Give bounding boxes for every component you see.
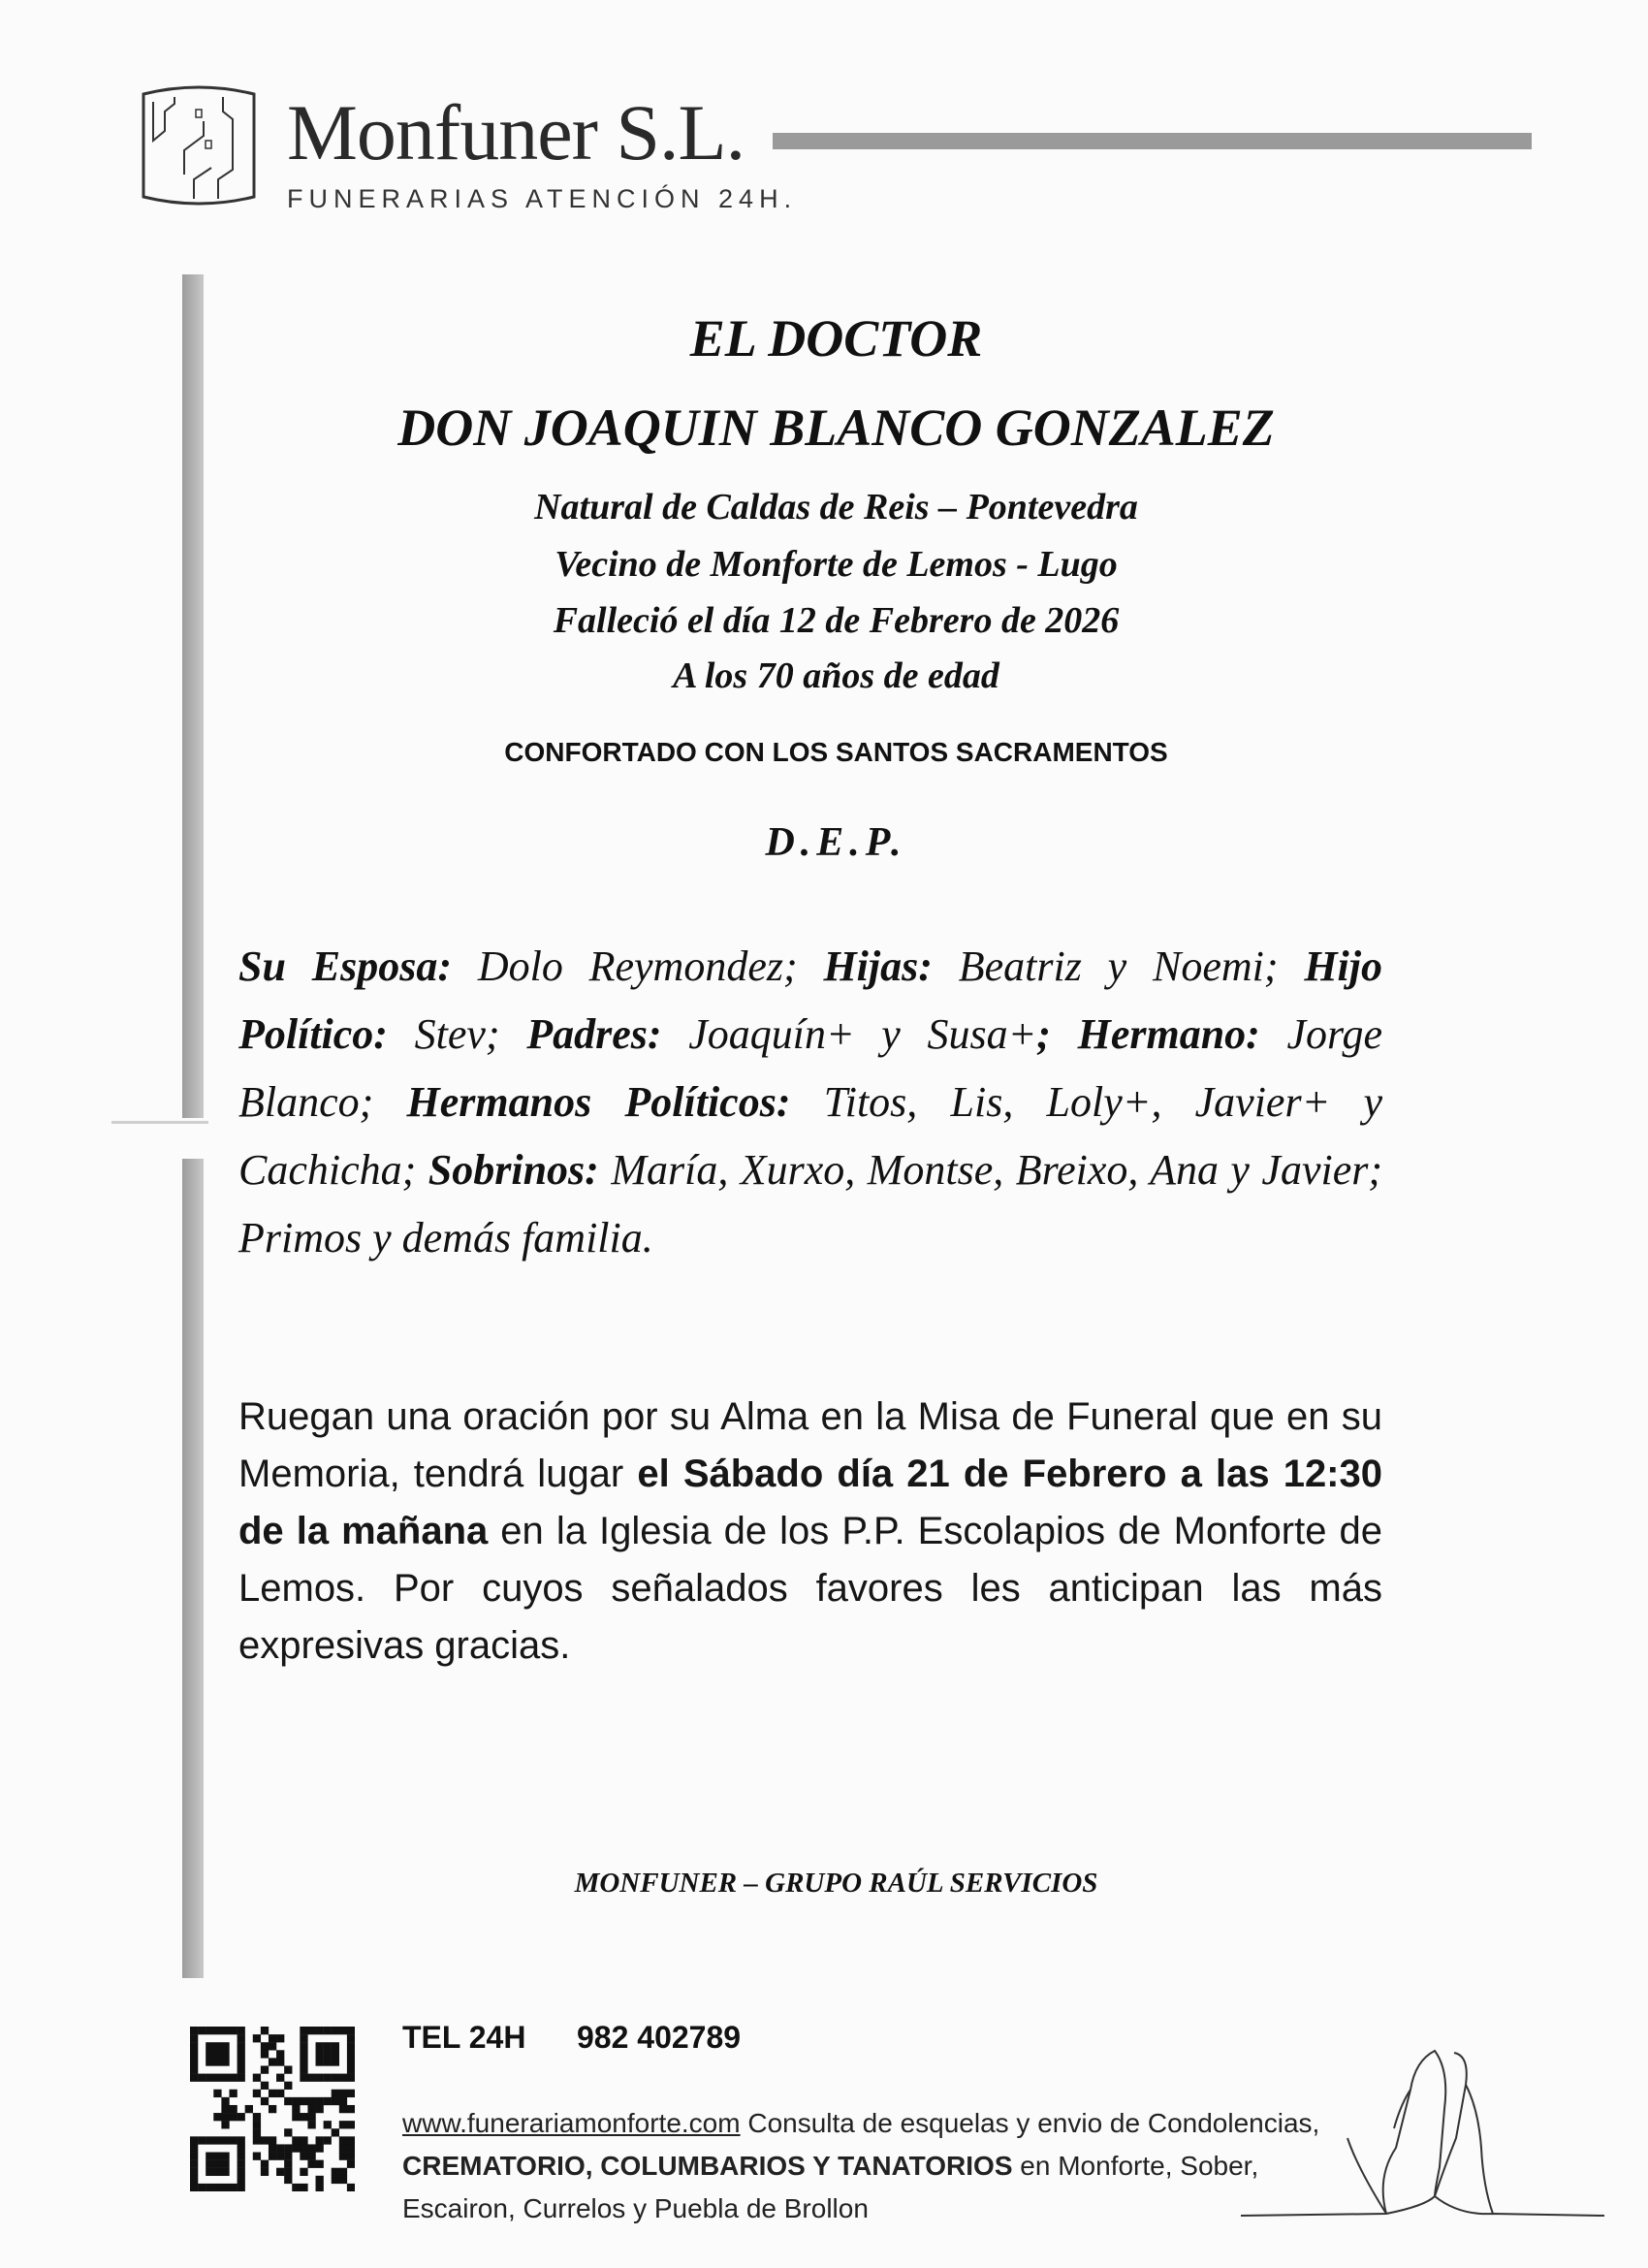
family-separator: ; [1036, 1010, 1051, 1058]
family-names: Jorge Blanco; [238, 1010, 1383, 1126]
phone-label: TEL 24H [402, 2020, 526, 2055]
age-line: A los 70 años de edad [673, 655, 999, 696]
service-intro: Ruegan una oración por su Alma en la Misa de Funeral que en su Memoria, tendrá lugar [238, 1395, 1382, 1495]
sacraments-line: CONFORTADO CON LOS SANTOS SACRAMENTOS [504, 737, 1168, 767]
residence-line: Vecino de Monforte de Lemos - Lugo [555, 544, 1118, 585]
qr-code-icon[interactable] [190, 2027, 355, 2191]
death-date-line: Falleció el día 12 de Febrero de 2026 [553, 600, 1120, 641]
brand-tagline: FUNERARIAS ATENCIÓN 24H. [287, 184, 798, 213]
header-divider-bar [773, 133, 1532, 149]
family-paragraph [238, 933, 1382, 1272]
service-date-time: el Sábado día 21 de Febrero a las 12:30 de la mañana [238, 1453, 1382, 1552]
left-margin-rule [182, 1159, 204, 1978]
family-label: Hermano: [1077, 1010, 1260, 1058]
family-names: Stev; [414, 1010, 500, 1058]
family-names: Dolo Reymondez; [477, 942, 798, 990]
family-names: María, Xurxo, Montse, Breixo, Ana y Javier; Primos y demás familia. [238, 1146, 1382, 1262]
footer-locations: en Monforte, Sober, Escairon, Currelos y Puebla de Brollon [402, 2151, 1259, 2223]
praying-hands-icon [1241, 2031, 1604, 2225]
footer-consult-text: Consulta de esquelas y envio de Condolencias, [740, 2108, 1320, 2138]
company-signature: MONFUNER – GRUPO RAÚL SERVICIOS [574, 1868, 1098, 1899]
phone-number[interactable]: 982 402789 [577, 2020, 742, 2055]
monfuner-logo-icon [136, 82, 262, 213]
family-label: Su Esposa: [238, 942, 452, 990]
family-label: Hijas: [823, 942, 933, 990]
birthplace-line: Natural de Caldas de Reis – Pontevedra [534, 487, 1138, 527]
honorific-title: EL DOCTOR [689, 309, 983, 367]
service-paragraph [238, 1389, 1382, 1675]
fold-mark [111, 1121, 208, 1124]
family-label: Hermanos Políticos: [406, 1078, 791, 1126]
family-label: Sobrinos: [428, 1146, 599, 1194]
family-names: Titos, Lis, Loly+, Javier+ y Cachicha; [238, 1078, 1382, 1194]
family-label: Hijo Político: [238, 942, 1382, 1058]
brand-name: Monfuner S.L. [287, 88, 745, 176]
service-details: en la Iglesia de los P.P. Escolapios de Monforte de Lemos. Por cuyos señalados favores les anticipan las más expresivas gracias. [238, 1510, 1383, 1667]
footer-info [402, 2102, 1362, 2230]
website-link[interactable]: www.funerariamonforte.com [402, 2108, 741, 2138]
family-names: Joaquín+ y Susa+ [688, 1010, 1037, 1058]
left-margin-rule [182, 274, 204, 1118]
family-label: Padres: [526, 1010, 662, 1058]
deceased-name: DON JOAQUIN BLANCO GONZALEZ [397, 399, 1275, 457]
family-names: Beatriz y Noemi; [958, 942, 1279, 990]
dep-line: D.E.P. [765, 820, 907, 865]
footer-services: CREMATORIO, COLUMBARIOS Y TANATORIOS [402, 2151, 1013, 2181]
